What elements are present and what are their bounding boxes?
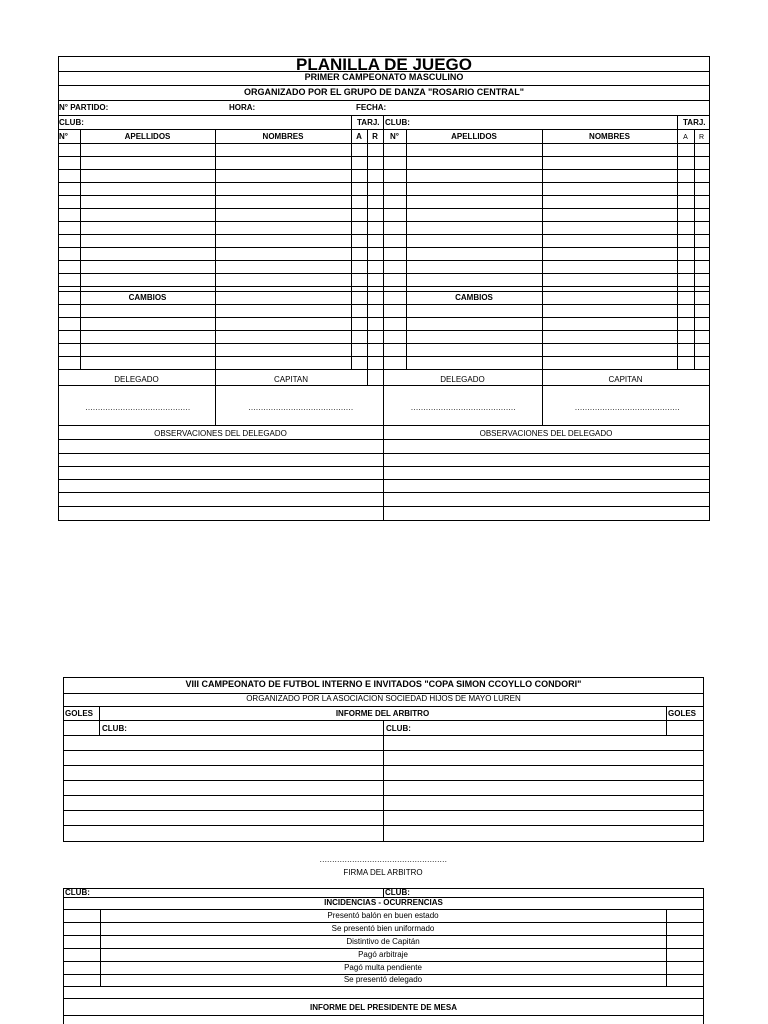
informe-arbitro-form [0, 670, 768, 885]
club-label-left: CLUB: [59, 118, 84, 127]
club-label-right: CLUB: [385, 118, 410, 127]
planilla-title: PLANILLA DE JUEGO [296, 55, 472, 74]
incidencias-title: INCIDENCIAS - OCURRENCIAS [324, 898, 443, 907]
col-apellidos-right: APELLIDOS [451, 132, 497, 141]
observaciones-label-left: OBSERVACIONES DEL DELEGADO [154, 429, 287, 438]
tarj-label-left: TARJ. [357, 118, 380, 127]
delegado-label-left: DELEGADO [114, 375, 159, 384]
firma-line: …………………………………………… [319, 856, 447, 864]
tarj-label-right: TARJ. [683, 118, 706, 127]
incidencia-item: Pagó multa pendiente [344, 963, 422, 972]
col-a-left: A [356, 132, 362, 141]
informe-title: VIII CAMPEONATO DE FUTBOL INTERNO E INVITADOS "COPA SIMON CCOYLLO CONDORI" [185, 679, 582, 689]
incidencia-item: Presentó balón en buen estado [327, 911, 439, 920]
col-r-left: R [372, 132, 378, 141]
cambios-label-left: CAMBIOS [128, 293, 167, 302]
col-apellidos-left: APELLIDOS [124, 132, 171, 141]
presidente-mesa-label: INFORME DEL PRESIDENTE DE MESA [310, 1003, 457, 1012]
signature-line-delegado-left: …………………………………… [85, 404, 190, 412]
incidencias-club-left: CLUB: [65, 888, 90, 897]
planilla-subtitle: PRIMER CAMPEONATO MASCULINO [304, 72, 464, 82]
informe-club-right: CLUB: [386, 724, 411, 733]
signature-line-capitan-right: …………………………………… [574, 404, 680, 412]
incidencias-club-right: CLUB: [385, 888, 410, 897]
incidencia-item: Pagó arbitraje [358, 950, 408, 959]
cambios-label-right: CAMBIOS [455, 293, 493, 302]
partido-label: N° PARTIDO: [59, 103, 109, 112]
col-nombres-right: NOMBRES [589, 132, 630, 141]
hora-label: HORA: [229, 103, 256, 112]
delegado-label-right: DELEGADO [440, 375, 485, 384]
planilla-organizer: ORGANIZADO POR EL GRUPO DE DANZA "ROSARIO CENTRAL" [243, 87, 525, 97]
signature-line-delegado-right: …………………………………… [410, 404, 516, 412]
observaciones-label-right: OBSERVACIONES DEL DELEGADO [479, 429, 613, 438]
incidencias-form [0, 885, 768, 1024]
col-nombres-left: NOMBRES [262, 132, 304, 141]
col-num-left: N° [59, 132, 68, 141]
col-r-right: R [698, 134, 705, 141]
incidencia-item: Se presentó bien uniformado [331, 924, 435, 933]
informe-organizer: ORGANIZADO POR LA ASOCIACION SOCIEDAD HIJOS DE MAYO LUREN [246, 694, 521, 703]
goles-label-right: GOLES [668, 709, 697, 718]
col-a-right: A [683, 134, 688, 141]
fecha-label: FECHA: [356, 103, 387, 112]
capitan-label-right: CAPITAN [608, 375, 643, 384]
informe-arbitro-label: INFORME DEL ARBITRO [335, 709, 430, 718]
firma-label: FIRMA DEL ARBITRO [343, 868, 423, 877]
capitan-label-left: CAPITAN [273, 375, 309, 384]
incidencia-item: Distintivo de Capitán [346, 937, 420, 946]
informe-club-left: CLUB: [102, 724, 127, 733]
incidencia-item: Se presentó delegado [343, 975, 423, 984]
signature-line-capitan-left: …………………………………… [248, 404, 353, 412]
col-num-right: N° [390, 132, 399, 141]
goles-label-left: GOLES [65, 709, 94, 718]
